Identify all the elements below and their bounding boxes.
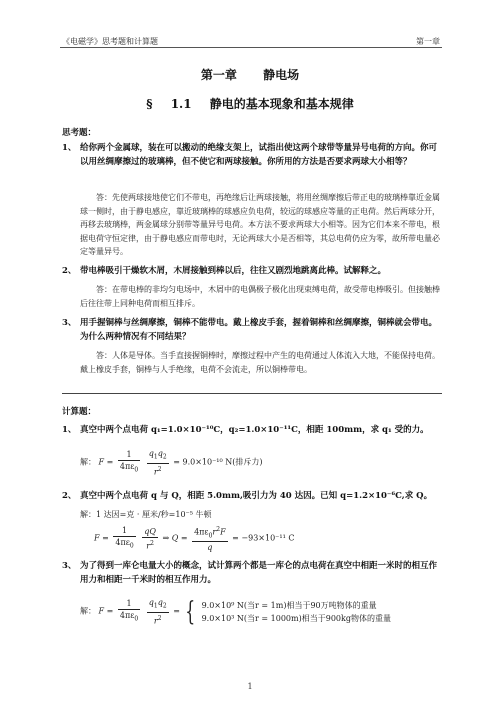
thinking-answer-3: 答：人体是导体。当手直接握铜棒时，摩擦过程中产生的电荷通过人体流入大地，不能保持电荷。戴上橡皮手套，铜棒与人手绝缘，电荷不会流走，所以铜棒带电。 <box>80 351 440 374</box>
calc-solution-1: 解： F = $\frac{1}{4\pi\varepsilon_0}$ $\frac{q_1q_2}{r^2}$ = 9.0×10⁻¹⁰ N(排斥力) <box>80 449 263 477</box>
question-number: 1、 <box>62 143 77 153</box>
charge-product-fraction: $\frac{q_1q_2}{r^2}$ <box>148 449 167 477</box>
question-text: 用手握铜棒与丝绸摩擦，铜棒不能带电。戴上橡皮手套，握着铜棒和丝绸摩擦，铜棒就会带电。为什么两种情况有不同结果？ <box>80 318 438 342</box>
solution-prefix: 解： <box>80 457 96 467</box>
thinking-question-2 <box>62 265 442 279</box>
calc-problem-1 <box>62 424 442 438</box>
solution-result: = −93×10⁻¹¹ C <box>232 533 295 543</box>
cases-list <box>202 599 391 625</box>
problem-text: 真空中两个点电荷 q 与 Q，相距 5.0mm,吸引力为 40 达因。已知 q=1.2×10⁻⁶C,求 Q。 <box>80 491 433 501</box>
chapter-title: 第一章 静电场 <box>200 68 300 82</box>
cases-brace: { <box>185 596 196 627</box>
case-1000m: 9.0×10³ N(当r = 1000m)相当于900kg物体的重量 <box>201 613 391 623</box>
problem-number: 1、 <box>62 425 77 435</box>
page-number: 1 <box>247 682 253 691</box>
thinking-answer-1: 答：先使两球接地使它们不带电，再绝缘后让两球接触，将用丝绸摩擦后带正电的玻璃棒靠近金属球一侧时，由于静电感应，靠近玻璃棒的球感应负电荷，较远的球感应等量的正电荷。然后两球分开，再移去玻璃棒，两金属球分别带等量异号电荷。本方法不要求两球大小相等。因为它们本来不带电，根据电荷守恒定律，由于静电感应而带电时，无论两球大小是否相等，其总电荷仍应为零，故所带电量必定等量异号。 <box>80 193 440 256</box>
thinking-label: 思考题： <box>62 128 97 138</box>
problem-text: 为了得到一库仑电量大小的概念，试计算两个都是一库仑的点电荷在真空中相距一米时的相互作用力和相距一千米时的相互作用力。 <box>80 561 438 585</box>
question-number: 3、 <box>62 318 77 328</box>
thinking-question-3 <box>62 317 442 344</box>
problem-number: 3、 <box>62 561 77 571</box>
section-title: § 1.1 静电的基本现象和基本规律 <box>146 97 354 111</box>
problem-number: 2、 <box>62 491 77 501</box>
calc-problem-3 <box>62 560 442 587</box>
question-text: 给你两个金属球，装在可以搬动的绝缘支架上，试指出使这两个球带等量异号电荷的方向。你可以用丝绸摩擦过的玻璃棒，但不使它和两球接触。你所用的方法是否要求两球大小相等？ <box>80 143 438 167</box>
header-left-title: 《电磁学》思考题和计算题 <box>62 37 158 46</box>
case-1m: 9.0×10⁹ N(当r = 1m)相当于90万吨物体的重量 <box>201 600 377 610</box>
solution-prefix: 解： <box>80 606 96 616</box>
coulomb-constant-fraction: $\frac{1}{4\pi\varepsilon_0}$ <box>119 450 139 474</box>
thinking-question-1 <box>62 142 442 169</box>
calc-solution-2-line: 解：1 达因=克 · 厘米/秒=10⁻⁵ 牛顿 <box>80 510 212 519</box>
question-text: 带电棒吸引干燥软木屑，木屑接触到棒以后，往往又剧烈地跳离此棒。试解释之。 <box>80 266 387 276</box>
solution-result: = 9.0×10⁻¹⁰ N(排斥力) <box>173 457 263 467</box>
thinking-answer-2: 答：在带电棒的非均匀电场中，木屑中的电偶极子极化出现束缚电荷，故受带电棒吸引。但接触棒后往往带上同种电荷而相互排斥。 <box>80 285 440 308</box>
calc-solution-3: 解： F = $\frac{1}{4\pi\varepsilon_0}$ $\frac{q_1q_2}{r^2}$ = { 9.0×10⁹ N(当r = 1m)相当于90万吨物体的重量 9.0×10³ N(当r = 1000m)相当于900kg物体的重量 <box>80 596 391 627</box>
problem-text: 真空中两个点电荷 q₁=1.0×10⁻¹⁰C，q₂=1.0×10⁻¹¹C，相距 100mm，求 q₁ 受的力。 <box>80 425 429 435</box>
header-right-chapter: 第一章 <box>416 37 440 46</box>
calc-solution-2-formula: F = $\frac{1}{4\pi\varepsilon_0}$ $\frac{qQ}{r^2}$ ⇒ Q = $\frac{4\pi\varepsilon_0r^2F}{q}$ = −93×10⁻¹¹ C <box>94 526 295 553</box>
question-number: 2、 <box>62 266 77 276</box>
calc-label: 计算题： <box>62 407 97 417</box>
section-divider <box>62 393 442 394</box>
calc-problem-2 <box>62 490 442 504</box>
header-rule <box>60 47 442 48</box>
